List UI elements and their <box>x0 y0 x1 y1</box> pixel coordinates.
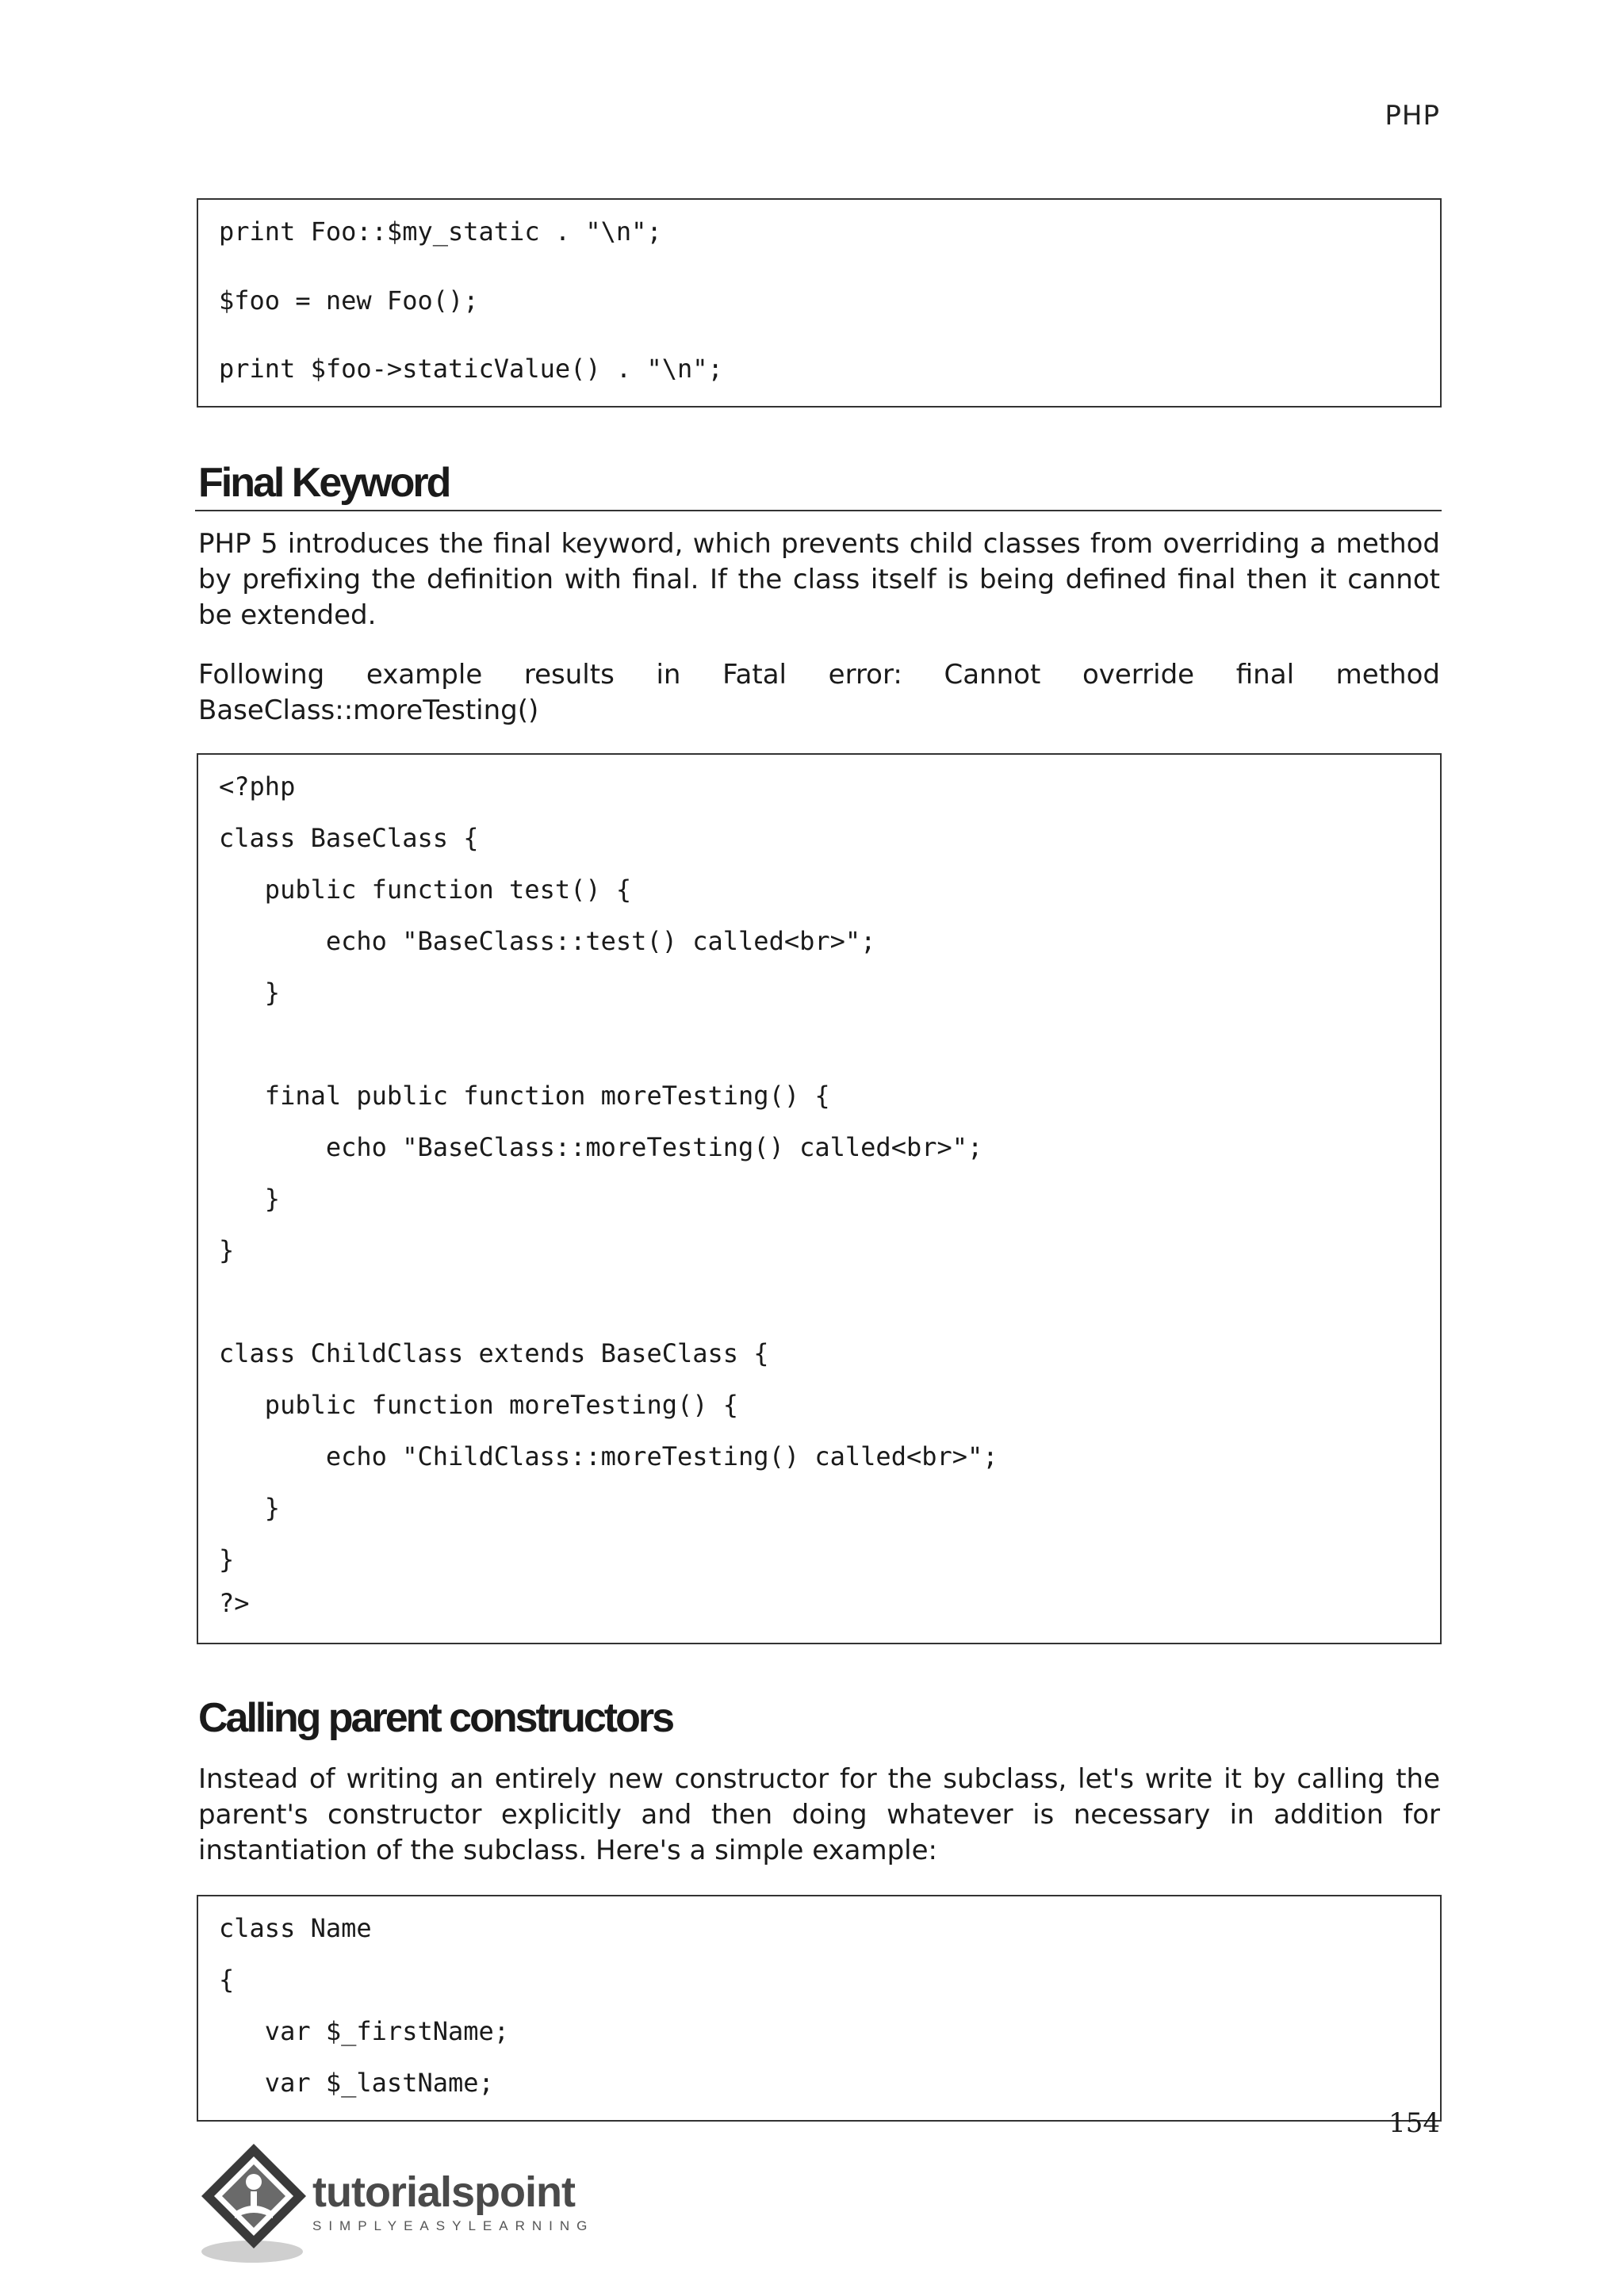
word: final <box>1235 659 1295 691</box>
word: example <box>366 659 483 691</box>
tutorialspoint-logo <box>195 2133 607 2275</box>
word: in <box>656 659 681 691</box>
code-box-break <box>196 251 1442 268</box>
paragraph-parent-constructors: Instead of writing an entirely new constructor for the subclass, let's write it by calling the parent's constructor explicitly and then doing whatever is necessary in addition for instantiation of the subclass. Here's a simple example: <box>198 1763 1440 1866</box>
code-block-parent-constructors <box>197 1895 1442 2122</box>
code-line: } <box>219 1493 281 1523</box>
code-line: class ChildClass extends BaseClass { <box>219 1338 769 1368</box>
code-block-top <box>197 198 1442 408</box>
code-line: <?php <box>219 771 296 802</box>
code-line: echo "BaseClass::moreTesting() called<br>"; <box>219 1132 983 1162</box>
code-line: } <box>219 1235 235 1265</box>
code-line: $foo = new Foo(); <box>219 285 479 316</box>
code-line: } <box>219 1544 235 1575</box>
page-number: 154 <box>1388 2107 1440 2139</box>
word: override <box>1082 659 1195 691</box>
word: Following <box>198 659 325 691</box>
code-box-break <box>196 319 1442 336</box>
logo-emblem-icon <box>195 2133 322 2275</box>
code-line: class BaseClass { <box>219 823 479 853</box>
paragraph-final-example-line1 <box>198 657 1440 693</box>
paragraph-final-intro: PHP 5 introduces the final keyword, which prevents child classes from overriding a method by prefixing the definition with final. If the class itself is being defined final then it cannot be extended. <box>198 528 1440 631</box>
code-line: public function moreTesting() { <box>219 1390 739 1420</box>
code-line: echo "ChildClass::moreTesting() called<br>"; <box>219 1441 998 1471</box>
code-line: { <box>219 1965 235 1995</box>
word: Fatal <box>722 659 787 691</box>
logo-wordmark: tutorialspoint <box>312 2168 575 2216</box>
word: method <box>1335 659 1440 691</box>
paragraph-final-example-line2: BaseClass::moreTesting() <box>198 695 539 726</box>
code-line: } <box>219 978 281 1008</box>
code-line: print $foo->staticValue() . "\n"; <box>219 354 723 384</box>
code-line: var $_firstName; <box>219 2016 510 2046</box>
section-heading-final-keyword: Final Keyword <box>198 460 450 506</box>
code-line: print Foo::$my_static . "\n"; <box>219 216 662 247</box>
word: results <box>523 659 615 691</box>
code-line: final public function moreTesting() { <box>219 1081 830 1111</box>
code-line: class Name <box>219 1913 372 1943</box>
code-line: var $_lastName; <box>219 2068 494 2098</box>
code-line: echo "BaseClass::test() called<br>"; <box>219 926 876 956</box>
code-block-final-keyword <box>197 753 1442 1644</box>
word: Cannot <box>944 659 1041 691</box>
word: error: <box>828 659 902 691</box>
logo-tagline: SIMPLYEASYLEARNING <box>312 2218 595 2233</box>
code-line: public function test() { <box>219 874 632 905</box>
code-line: ?> <box>219 1588 250 1618</box>
section-heading-parent-constructors: Calling parent constructors <box>198 1695 672 1741</box>
heading-rule <box>195 510 1442 511</box>
running-header: PHP <box>1385 100 1440 132</box>
code-line: } <box>219 1184 281 1214</box>
